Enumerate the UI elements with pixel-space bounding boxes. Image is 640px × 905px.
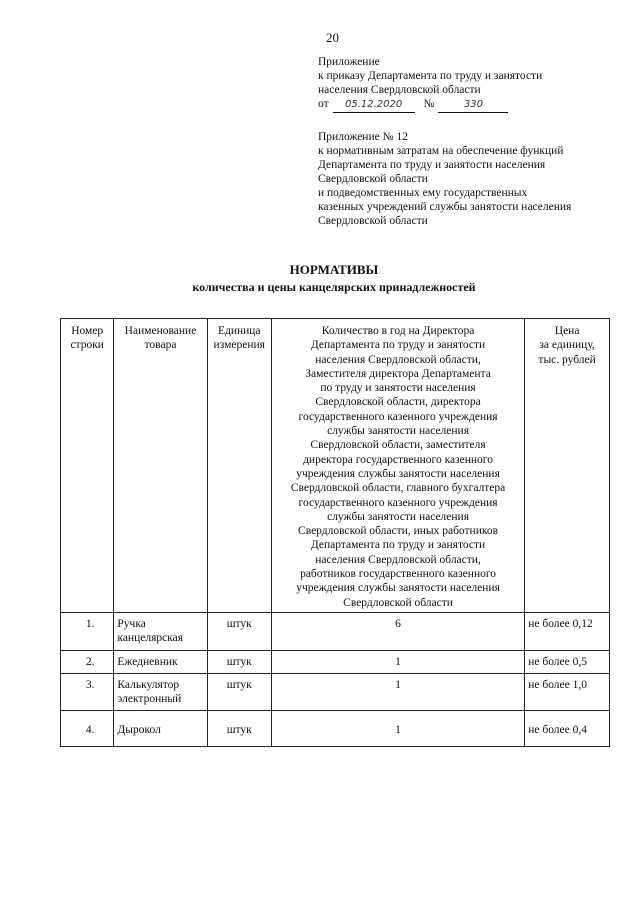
header-text: директора государственного казенного xyxy=(303,453,493,466)
row-name xyxy=(114,612,207,650)
header-qty xyxy=(271,319,524,613)
header-text: Свердловской области, директора xyxy=(315,396,481,409)
header-unit xyxy=(207,319,271,613)
row-unit: штук xyxy=(207,673,271,711)
appendix-12-line: казенных учреждений службы занятости населения xyxy=(318,201,572,213)
header-text: Свердловской области, иных работников xyxy=(298,525,499,538)
row-num: 3. xyxy=(61,673,114,711)
appendix-12-line: Департамента по труду и занятости населения xyxy=(318,159,546,171)
header-text: учреждения службы занятости населения xyxy=(296,467,500,480)
appendix-12-header xyxy=(318,130,638,228)
header-price xyxy=(525,319,610,613)
norms-table xyxy=(60,318,610,747)
header-text: населения Свердловской области, xyxy=(315,353,481,366)
number-prefix: № xyxy=(423,98,435,110)
header-text: Свердловской области, заместителя xyxy=(310,439,486,452)
row-qty: 1 xyxy=(271,711,524,746)
appendix-12-line: и подведомственных ему государственных xyxy=(318,187,528,199)
row-num: 2. xyxy=(61,650,114,673)
table-row xyxy=(61,673,610,711)
order-date: 05.12.2020 xyxy=(333,98,415,113)
header-text: государственного казенного учреждения xyxy=(298,410,498,423)
row-name xyxy=(114,650,207,673)
row-name-text: электронный xyxy=(117,693,182,706)
header-text: службы занятости населения xyxy=(327,425,469,438)
row-name xyxy=(114,673,207,711)
header-text: Количество в год на Директора xyxy=(321,325,475,337)
header-text: товара xyxy=(144,339,177,352)
table-row xyxy=(61,711,610,746)
document-title: НОРМАТИВЫ xyxy=(289,262,379,277)
row-qty: 6 xyxy=(271,612,524,650)
table-row xyxy=(61,650,610,673)
appendix-12-line: Свердловской области xyxy=(318,173,428,185)
date-prefix: от xyxy=(318,98,329,110)
header-text: Заместителя директора Департамента xyxy=(305,367,491,380)
document-subtitle: количества и цены канцелярских принадлежностей xyxy=(192,280,476,294)
row-unit: штук xyxy=(207,711,271,746)
order-number: 330 xyxy=(438,98,508,113)
row-name-text: канцелярская xyxy=(117,632,184,645)
row-name-text: Калькулятор xyxy=(117,678,180,691)
row-price: не более 0,4 xyxy=(525,711,610,746)
order-date-line xyxy=(318,97,638,113)
header-text: измерения xyxy=(213,339,265,352)
header-text: учреждения службы занятости населения xyxy=(296,582,500,595)
row-unit: штук xyxy=(207,650,271,673)
table-header-row xyxy=(61,319,610,613)
header-text: службы занятости населения xyxy=(327,510,469,523)
appendix-12-line: к нормативным затратам на обеспечение функций xyxy=(318,145,564,157)
header-text: тыс. рублей xyxy=(538,353,596,366)
row-qty: 1 xyxy=(271,673,524,711)
appendix-line: к приказу Департамента по труду и занятости xyxy=(318,70,543,82)
row-price: не более 1,0 xyxy=(525,673,610,711)
row-price: не более 0,12 xyxy=(525,612,610,650)
header-text: Наименование xyxy=(124,325,197,337)
row-qty: 1 xyxy=(271,650,524,673)
row-unit: штук xyxy=(207,612,271,650)
header-text: работников государственного казенного xyxy=(300,568,497,581)
appendix-line: населения Свердловской области xyxy=(318,84,481,96)
row-name xyxy=(114,711,207,746)
header-text: Департамента по труду и занятости xyxy=(310,539,486,552)
header-num xyxy=(61,319,114,613)
row-num: 1. xyxy=(61,612,114,650)
header-text: Свердловской области, главного бухгалтера xyxy=(290,482,506,495)
header-text: населения Свердловской области, xyxy=(315,553,481,566)
appendix-header xyxy=(318,55,638,113)
page-number: 20 xyxy=(326,30,339,45)
header-text: за единицу, xyxy=(539,339,595,352)
row-name-text: Ежедневник xyxy=(117,655,178,668)
row-name-text: Дырокол xyxy=(117,724,161,737)
appendix-12-line: Свердловской области xyxy=(318,215,428,227)
header-text: строки xyxy=(70,339,104,352)
header-name xyxy=(114,319,207,613)
header-text: Цена xyxy=(554,325,580,337)
row-price: не более 0,5 xyxy=(525,650,610,673)
header-text: Номер xyxy=(71,325,104,337)
header-text: по труду и занятости населения xyxy=(320,382,476,395)
appendix-12-line: Приложение № 12 xyxy=(318,131,408,143)
header-text: Единица xyxy=(217,325,261,337)
header-text: Свердловской области xyxy=(343,596,453,609)
appendix-line: Приложение xyxy=(318,56,380,68)
table-row xyxy=(61,612,610,650)
header-text: государственного казенного учреждения xyxy=(298,496,498,509)
row-num: 4. xyxy=(61,711,114,746)
header-text: Департамента по труду и занятости xyxy=(310,339,486,352)
row-name-text: Ручка xyxy=(117,617,146,630)
